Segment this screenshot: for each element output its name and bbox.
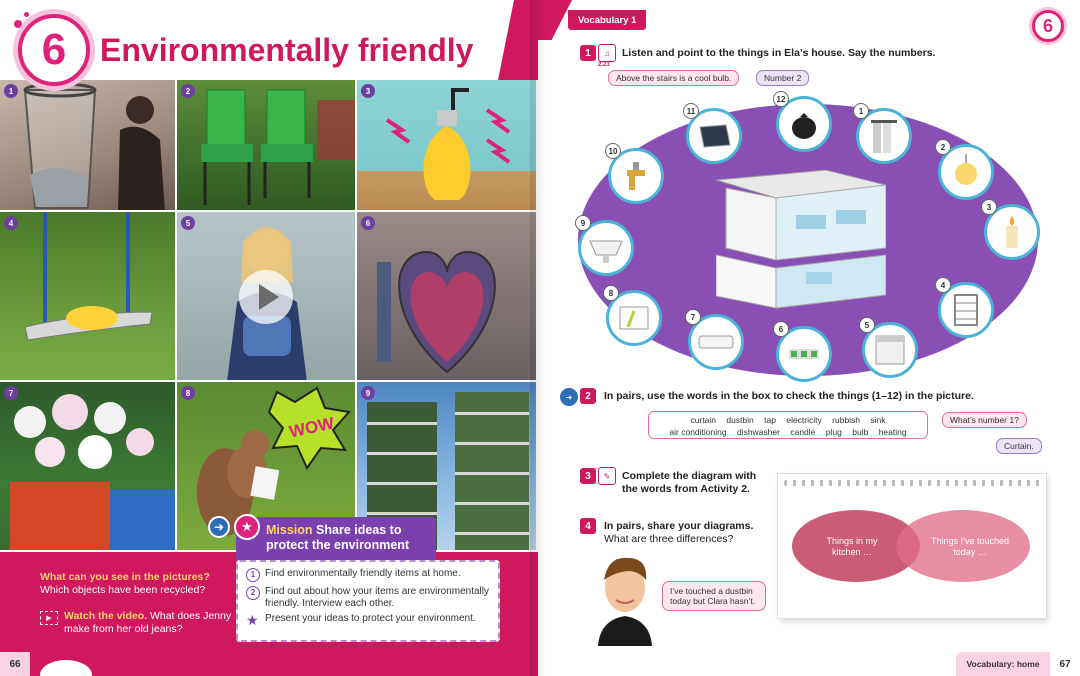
air-conditioning-icon [698, 334, 734, 350]
item-number: 9 [575, 215, 591, 231]
mission-header [236, 517, 436, 561]
book-spine-shadow [530, 0, 546, 676]
word: rubbish [832, 415, 861, 425]
photo-number: 6 [361, 216, 375, 230]
photo-grid [0, 80, 538, 552]
electricity-icon [618, 303, 650, 333]
mission-step-text: Find out about how your items are environmentally friendly. Interview each other. [265, 586, 490, 609]
share-arrow-icon[interactable]: ➜ [208, 516, 230, 538]
unit-number: 6 [41, 25, 67, 74]
mission-step-text: Present your ideas to protect your environment. [265, 613, 476, 624]
chairs-illustration [177, 80, 357, 212]
mission-step [246, 568, 490, 582]
solar-panel-icon [696, 123, 732, 149]
video-question-rest: What does Jenny make from her old jeans? [64, 610, 232, 635]
photo-number: 1 [4, 84, 18, 98]
rubbish-bag-icon [790, 109, 818, 139]
word: bulb [852, 427, 869, 437]
house-item-candle[interactable] [984, 204, 1040, 260]
photo-skateboard-swing[interactable] [0, 212, 177, 382]
page-number-right: 67 [1050, 652, 1080, 676]
house-item-heating[interactable] [938, 282, 994, 338]
mission-step-text: Find environmentally friendly items at home. [265, 568, 461, 579]
decor-dot [24, 12, 29, 17]
question-rest: Which objects have been recycled? [40, 584, 206, 596]
house-item-sink[interactable] [578, 220, 634, 276]
word: sink [870, 415, 886, 425]
mission-star-icon: ★ [234, 514, 260, 540]
video-question-bold: Watch the video. [64, 610, 148, 622]
mission-label: Mission [266, 523, 313, 537]
speech-bubble: I’ve touched a dustbin today but Clara hasn’t. [662, 581, 766, 611]
activity-instruction-bold: In pairs, share your diagrams. [604, 520, 754, 532]
house-item-air-conditioning[interactable] [688, 314, 744, 370]
item-number: 4 [935, 277, 951, 293]
venn-diagram-paper [778, 474, 1046, 618]
activity-instruction: Listen and point to the things in Ela’s house. Say the numbers. [622, 47, 936, 59]
heating-icon [951, 293, 981, 327]
video-play-button[interactable] [239, 270, 293, 324]
word: dishwasher [736, 427, 780, 437]
discussion-question [40, 571, 230, 597]
word: curtain [690, 415, 716, 425]
house-illustration [716, 160, 886, 310]
tap-icon [621, 160, 651, 192]
photo-number: 7 [4, 386, 18, 400]
house-item-tap[interactable] [608, 148, 664, 204]
boy-illustration [592, 550, 658, 646]
mission-step-number: 2 [246, 586, 260, 600]
photo-number: 2 [181, 84, 195, 98]
dishwasher-icon [874, 334, 906, 366]
house-item-solar-panel[interactable] [686, 108, 742, 164]
curtain-icon [869, 118, 899, 154]
swing-illustration [0, 212, 177, 382]
house-item-bulb[interactable] [938, 144, 994, 200]
heart-illustration [357, 212, 538, 382]
star-icon: ★ [246, 612, 259, 628]
word: air conditioning [669, 427, 727, 437]
bulb-icon [951, 154, 981, 190]
activity-number: 2 [580, 388, 596, 404]
house-item-curtain[interactable] [856, 108, 912, 164]
activity-instruction-rest: What are three differences? [604, 533, 734, 545]
activity-instruction: In pairs, use the words in the box to check the things (1–12) in the picture. [604, 390, 974, 402]
unit-title: Environmentally friendly [100, 32, 474, 68]
footer-section-label: Vocabulary: home [956, 652, 1050, 676]
video-question [40, 610, 240, 636]
item-number: 10 [605, 143, 621, 159]
word: dustbin [726, 415, 754, 425]
item-number: 5 [859, 317, 875, 333]
item-number: 11 [683, 103, 699, 119]
word: electricity [786, 415, 822, 425]
mission-title: Share ideas to [316, 523, 402, 537]
photo-number: 9 [361, 386, 375, 400]
photo-bulb-lamp[interactable] [357, 80, 538, 212]
item-number: 6 [773, 321, 789, 337]
item-number: 7 [685, 309, 701, 325]
bin-illustration [0, 80, 177, 212]
word: heating [878, 427, 907, 437]
activity-instruction: Complete the diagram with the words from Activity 2. [622, 470, 757, 495]
photo-number: 4 [4, 216, 18, 230]
house-item-rubbish[interactable] [776, 96, 832, 152]
house-item-dishwasher[interactable] [862, 322, 918, 378]
word-box-row [655, 414, 921, 426]
item-number: 12 [773, 91, 789, 107]
photo-number: 3 [361, 84, 375, 98]
notebook-icon: ✎ [598, 467, 616, 485]
item-number: 3 [981, 199, 997, 215]
sink-icon [588, 233, 624, 263]
unit-number-badge-right: 6 [1032, 10, 1064, 42]
mission-steps-box [236, 560, 500, 642]
play-icon [259, 284, 279, 310]
item-number: 2 [935, 139, 951, 155]
word: tap [764, 415, 776, 425]
activity-instruction [604, 520, 774, 546]
activity-number: 1 [580, 45, 596, 61]
notebook-holes [784, 480, 1040, 486]
wow-text: WOW [287, 413, 336, 442]
page-number-left: 66 [0, 652, 30, 676]
plug-icon [787, 343, 821, 365]
activity-number: 3 [580, 468, 596, 484]
candle-icon [1001, 214, 1023, 250]
photo-number: 8 [181, 386, 195, 400]
house-item-plug[interactable] [776, 326, 832, 382]
activity-number: 4 [580, 518, 596, 534]
photo-recycled-bin[interactable] [0, 80, 177, 212]
venn-label-right: Things I’ve touched today … [930, 536, 1010, 557]
mission-step-number: 1 [246, 568, 260, 582]
flowers-illustration [0, 382, 177, 552]
speech-bubble: What’s number 1? [942, 412, 1027, 428]
pair-work-icon: ➜ [560, 388, 578, 406]
word-box-row [655, 426, 921, 438]
word: candle [790, 427, 816, 437]
audio-icon[interactable]: ♫ [598, 44, 616, 62]
speech-bubble: Above the stairs is a cool bulb. [608, 70, 739, 86]
word-box [648, 411, 928, 439]
photo-number: 5 [181, 216, 195, 230]
mission-title-line2: protect the environment [266, 538, 410, 552]
photo-jeans-bag-video[interactable] [177, 212, 357, 382]
item-number: 8 [603, 285, 619, 301]
audio-track: 2.23 [598, 62, 610, 68]
house-item-electricity[interactable] [606, 290, 662, 346]
mission-icons [208, 516, 260, 540]
question-bold: What can you see in the pictures? [40, 571, 210, 583]
word: plug [825, 427, 842, 437]
right-page [538, 0, 1080, 676]
photo-bottle-chairs[interactable] [177, 80, 357, 212]
bulb-lamp-illustration [357, 80, 538, 212]
mission-step [246, 586, 490, 609]
vocabulary-section-tab: Vocabulary 1 [568, 10, 646, 30]
unit-number-badge [18, 14, 90, 86]
item-number: 1 [853, 103, 869, 119]
decor-dot [14, 20, 22, 28]
photo-flower-planters[interactable] [0, 382, 177, 552]
venn-label-left: Things in my kitchen … [826, 536, 878, 557]
mission-step [246, 613, 490, 627]
photo-bottle-cap-heart[interactable] [357, 212, 538, 382]
video-icon[interactable]: ▶ [40, 611, 58, 625]
speech-bubble: Curtain. [996, 438, 1042, 454]
speech-bubble: Number 2 [756, 70, 809, 86]
left-page [0, 0, 538, 676]
